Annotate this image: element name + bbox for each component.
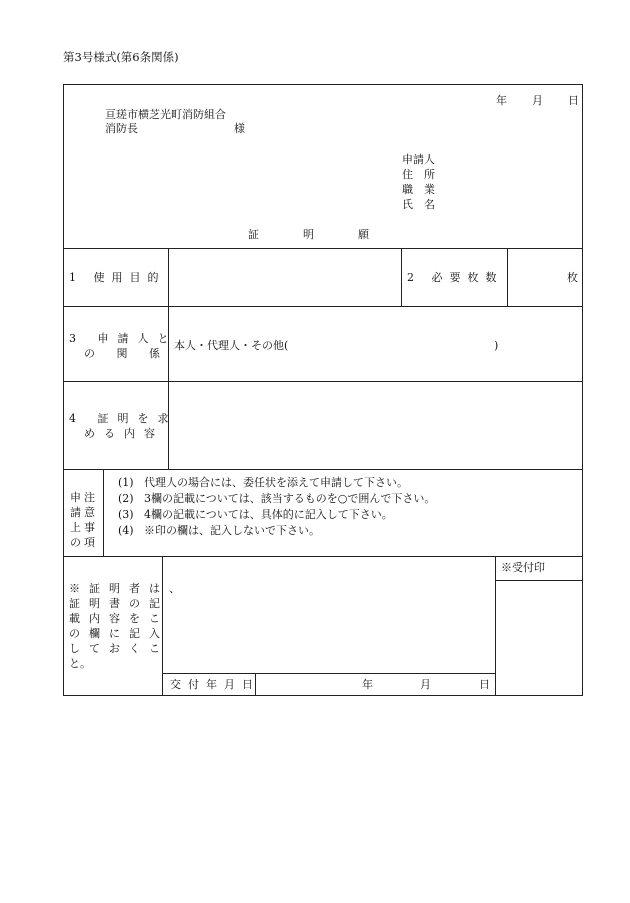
count-label-divider-right [507, 248, 508, 306]
addressee-title: 消防長 [105, 122, 138, 135]
addressee-organization: 亘瑳市横芝光町消防組合 [105, 108, 226, 121]
certifier-note-line5: しておくこ [69, 642, 169, 655]
certifier-note-line4: の欄に記入 [69, 627, 169, 640]
relation-close-paren: ) [494, 339, 499, 352]
date-year-label: 年 [496, 94, 507, 107]
relation-options: 本人・代理人・その他( [174, 339, 289, 352]
note-number-4: (4) [118, 524, 134, 537]
notes-label-divider [103, 469, 104, 556]
address-label: 住 所 [402, 168, 435, 181]
date-month-label: 月 [532, 94, 543, 107]
note-number-1: (1) [118, 476, 134, 489]
stamp-label-divider [495, 580, 582, 581]
application-form [63, 84, 583, 696]
divider-row3 [64, 469, 582, 470]
count-label: 2 必要枚数 [407, 271, 504, 284]
count-unit: 枚 [567, 271, 578, 284]
notes-label-column2: 注意事項 [84, 491, 95, 549]
content-label-line1: 4 証明を求 [69, 412, 178, 425]
occupation-label: 職 業 [402, 183, 435, 196]
divider-notes [64, 556, 582, 557]
certifier-note-line2: 証明書の記 [69, 597, 169, 610]
reception-stamp-label: ※受付印 [501, 561, 545, 574]
certifier-note-line6: と。 [69, 657, 91, 670]
notes-label-column1: 申請上の [70, 491, 81, 549]
note-text-2: 3欄の記載については、該当するものを○で囲んで下さい。 [144, 492, 436, 505]
purpose-label: 1 使用目的 [69, 271, 166, 284]
divider-row2 [64, 381, 582, 382]
note-text-1: 代理人の場合には、委任状を添えて申請して下さい。 [144, 476, 408, 489]
issue-month-label: 月 [420, 678, 431, 691]
form-number: 第3号様式(第6条関係) [63, 50, 179, 64]
note-number-3: (3) [118, 508, 134, 521]
name-label: 氏 名 [402, 198, 435, 211]
certifier-note-line1: ※証明者は、 [69, 582, 189, 595]
issue-date-label: 交付年月日 [170, 678, 260, 691]
certifier-note-line3: 載内容をこ [69, 612, 169, 625]
applicant-label: 申請人 [402, 153, 435, 166]
relation-label-line1: 3 申請人と [69, 332, 178, 345]
relation-label-line2: の 関 係 [84, 347, 169, 360]
stamp-column-divider [495, 556, 496, 695]
issue-date-divider [162, 673, 495, 674]
note-text-4: ※印の欄は、記入しないで下さい。 [144, 524, 320, 537]
issue-day-label: 日 [479, 678, 490, 691]
count-label-divider-left [401, 248, 402, 306]
certifier-note-divider [162, 556, 163, 695]
content-label-line2: める内容 [84, 427, 164, 440]
issue-year-label: 年 [362, 678, 373, 691]
divider-header [64, 248, 582, 249]
addressee-honorific: 様 [234, 122, 245, 135]
date-day-label: 日 [568, 94, 579, 107]
note-text-3: 4欄の記載については、具体的に記入して下さい。 [144, 508, 393, 521]
form-title: 証 明 願 [248, 228, 369, 241]
divider-row1 [64, 306, 582, 307]
note-number-2: (2) [118, 492, 134, 505]
